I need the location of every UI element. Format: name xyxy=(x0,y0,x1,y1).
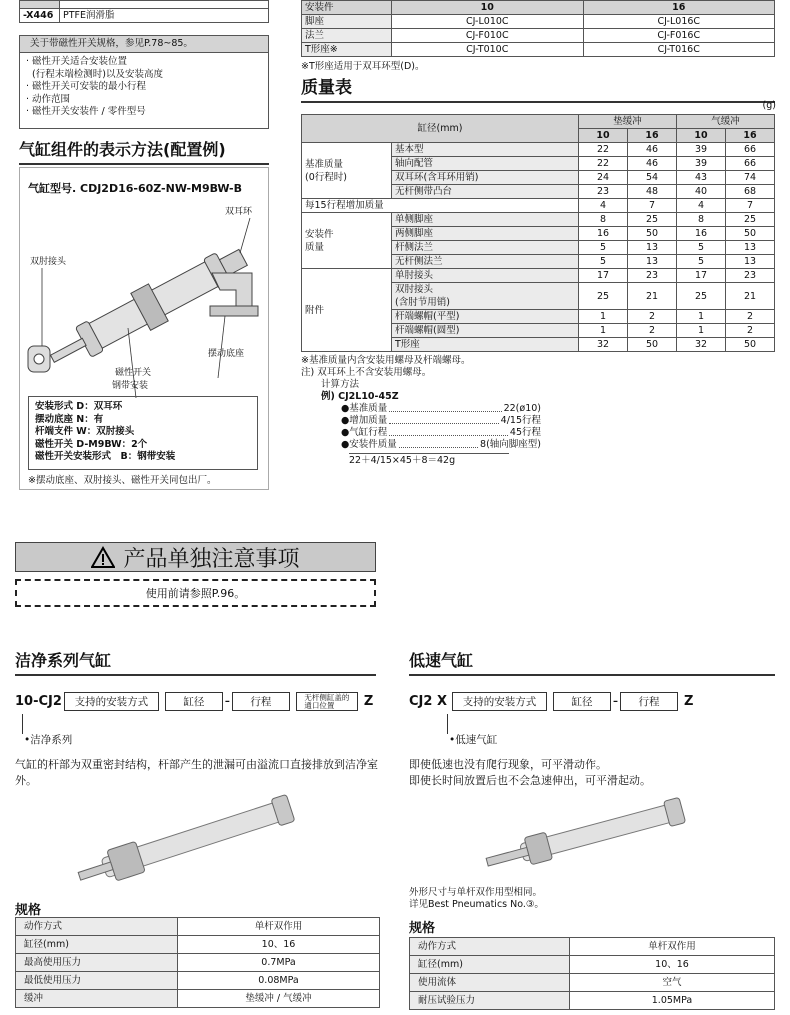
calc-label: ●增加质量 xyxy=(341,415,388,426)
group-mount: 安装件 质量 xyxy=(302,213,392,269)
low-box-stroke: 行程 xyxy=(620,692,678,711)
switch-note-box xyxy=(19,35,269,129)
clean-spec-table xyxy=(15,917,380,1008)
mass-value: 5 xyxy=(579,241,628,255)
mass-note1: ※基准质量内含安装用螺母及杆端螺母。 xyxy=(301,355,471,366)
mass-value: 32 xyxy=(677,338,726,352)
mass-value: 1 xyxy=(677,310,726,324)
mass-item-name: 双肘接头 (含肘节用销) xyxy=(392,283,579,310)
mount-row xyxy=(302,15,775,29)
mass-value: 13 xyxy=(726,241,775,255)
mass-value: 22 xyxy=(579,143,628,157)
mass-value: 7 xyxy=(726,199,775,213)
mass-item-name: 单侧脚座 xyxy=(392,213,579,227)
mass-value: 5 xyxy=(579,255,628,269)
mass-value: 2 xyxy=(726,324,775,338)
low-spec-title: 规格 xyxy=(409,921,436,936)
mass-row xyxy=(302,213,775,227)
mass-value: 1 xyxy=(579,310,628,324)
mass-value: 4 xyxy=(579,199,628,213)
calc-line xyxy=(341,439,541,451)
mass-value: 5 xyxy=(677,241,726,255)
mass-note2: 注) 双耳环上不含安装用螺母。 xyxy=(301,367,432,378)
calc-result: 22＋4/15×45＋8＝42g xyxy=(349,453,509,467)
mass-value: 16 xyxy=(579,227,628,241)
x446-row xyxy=(19,0,269,23)
mount-v10: CJ-F010C xyxy=(392,29,584,43)
clean-cylinder-photo xyxy=(60,792,310,892)
calc-line xyxy=(341,427,541,439)
label-band: 钢带安装 xyxy=(112,381,149,391)
calc-dots xyxy=(399,439,478,448)
mass-value: 2 xyxy=(628,310,677,324)
spec-value: 垫缓冲 / 气缓冲 xyxy=(178,990,380,1008)
bore-col: 10 xyxy=(677,129,726,143)
mass-table xyxy=(301,114,775,467)
mass-item-name: 杆侧法兰 xyxy=(392,241,579,255)
mass-value: 25 xyxy=(726,213,775,227)
mount-header: 安装件 xyxy=(302,1,392,15)
spec-row xyxy=(16,972,380,990)
option-code: -X446 xyxy=(20,9,60,23)
calc-lines xyxy=(341,403,775,451)
mount-table xyxy=(301,0,775,73)
mass-value: 8 xyxy=(579,213,628,227)
bore-col: 16 xyxy=(628,129,677,143)
spec-key: 最高使用压力 xyxy=(16,954,178,972)
mass-value: 50 xyxy=(726,227,775,241)
mass-value: 50 xyxy=(628,338,677,352)
mass-item-name: 无杆侧带凸台 xyxy=(392,185,579,199)
mass-unit: (g) xyxy=(762,100,776,111)
calc-dots xyxy=(389,415,498,424)
spec-key: 耐压试验压力 xyxy=(410,992,570,1010)
spec-value: 10、16 xyxy=(178,936,380,954)
spec-value: 0.7MPa xyxy=(178,954,380,972)
spec-key: 缸径(mm) xyxy=(16,936,178,954)
mass-item-name: 双耳环(含耳环用销) xyxy=(392,171,579,185)
mass-value: 17 xyxy=(579,269,628,283)
mass-value: 39 xyxy=(677,157,726,171)
spec-key: 动作方式 xyxy=(16,918,178,936)
mass-value: 43 xyxy=(677,171,726,185)
spec-value: 单杆双作用 xyxy=(178,918,380,936)
label-pivot: 摆动底座 xyxy=(208,349,245,359)
mass-value: 40 xyxy=(677,185,726,199)
assembly-title: 气缸组件的表示方法(配置例) xyxy=(19,137,269,165)
mass-value: 1 xyxy=(579,324,628,338)
mass-item-name: 杆端螺帽(平型) xyxy=(392,310,579,324)
assembly-model: 气缸型号. CDJ2D16-60Z-NW-M9BW-B xyxy=(28,182,243,195)
calc-dots xyxy=(389,427,508,436)
low-box-mount: 支持的安装方式 xyxy=(452,692,547,711)
mass-value: 32 xyxy=(579,338,628,352)
calc-label: ●基准质量 xyxy=(341,403,388,414)
switch-note-items: · 磁性开关适合安装位置 (行程末端检测时)以及安装高度 · 磁性开关可安装的最小行程 · 动作范围 · 磁性开关安装件 / 零件型号 xyxy=(26,56,163,117)
spec-key: 动作方式 xyxy=(410,938,570,956)
calc-val: 22(ø10) xyxy=(503,403,541,414)
low-cylinder-photo xyxy=(470,792,700,882)
calc-val: 45行程 xyxy=(509,427,541,438)
mass-value: 39 xyxy=(677,143,726,157)
mass-value: 25 xyxy=(677,283,726,310)
mount-col16: 16 xyxy=(583,1,775,15)
mass-value: 17 xyxy=(677,269,726,283)
clean-box-mount: 支持的安装方式 xyxy=(64,692,159,711)
mount-row xyxy=(302,29,775,43)
mass-row xyxy=(302,143,775,157)
calc-label: ●安装件质量 xyxy=(341,439,397,450)
mass-item-name: 轴向配管 xyxy=(392,157,579,171)
low-spec-table xyxy=(409,937,775,1010)
calc-line xyxy=(341,403,541,415)
clean-box-stroke: 行程 xyxy=(232,692,290,711)
calc-val: 8(轴向脚座型) xyxy=(480,439,541,450)
spec-key: 缸径(mm) xyxy=(410,956,570,974)
mass-value: 1 xyxy=(677,324,726,338)
clean-desc: 气缸的杆部为双重密封结构，杆部产生的泄漏可由溢流口直接排放到洁净室外。 xyxy=(15,758,378,787)
label-switch: 磁性开关 xyxy=(115,368,152,378)
clean-box-port: 无杆侧缸盖的 通口位置 xyxy=(296,692,358,711)
assembly-box xyxy=(19,167,269,490)
mount-v10: CJ-T010C xyxy=(392,43,584,57)
mass-value: 54 xyxy=(628,171,677,185)
spec-row xyxy=(16,990,380,1008)
mount-name: 脚座 xyxy=(302,15,392,29)
mass-row xyxy=(302,269,775,283)
clean-series-label: •洁净系列 xyxy=(24,734,73,746)
option-desc: PTFE润滑脂 xyxy=(60,9,269,23)
mass-value: 13 xyxy=(628,241,677,255)
mount-v10: CJ-L010C xyxy=(392,15,584,29)
mass-value: 22 xyxy=(579,157,628,171)
mass-value: 2 xyxy=(628,324,677,338)
per15-row xyxy=(302,199,775,213)
low-prefix: CJ2 X xyxy=(409,694,447,709)
spec-row xyxy=(410,938,775,956)
mass-title: 质量表 xyxy=(301,73,775,103)
spec-row xyxy=(410,956,775,974)
calc-val: 4/15行程 xyxy=(500,415,541,426)
spec-value: 单杆双作用 xyxy=(570,938,775,956)
bore-label: 缸径(mm) xyxy=(302,115,579,143)
mass-value: 13 xyxy=(628,255,677,269)
spec-row xyxy=(16,936,380,954)
mass-item-name: 基本型 xyxy=(392,143,579,157)
mass-value: 16 xyxy=(677,227,726,241)
calc-label: ●气缸行程 xyxy=(341,427,388,438)
label-clevis: 双耳环 xyxy=(225,207,253,217)
mass-value: 23 xyxy=(726,269,775,283)
warning-icon xyxy=(91,546,115,568)
mass-value: 23 xyxy=(579,185,628,199)
mass-value: 4 xyxy=(677,199,726,213)
mount-name: 法兰 xyxy=(302,29,392,43)
low-box-bore: 缸径 xyxy=(553,692,611,711)
caution-sub-box xyxy=(15,579,376,607)
bore-col: 16 xyxy=(726,129,775,143)
group-base: 基准质量 (0行程时) xyxy=(302,143,392,199)
spec-row xyxy=(16,918,380,936)
clean-box-bore: 缸径 xyxy=(165,692,223,711)
low-code: CJ2 X 支持的安装方式 缸径 – 行程 Z xyxy=(409,694,694,709)
spec-value: 10、16 xyxy=(570,956,775,974)
mass-value: 50 xyxy=(726,338,775,352)
spec-row xyxy=(16,954,380,972)
mass-value: 74 xyxy=(726,171,775,185)
mass-value: 50 xyxy=(628,227,677,241)
spec-row xyxy=(410,974,775,992)
mass-value: 5 xyxy=(677,255,726,269)
clean-code: 10-CJ2 支持的安装方式 缸径 – 行程 无杆侧缸盖的 通口位置 Z xyxy=(15,692,374,710)
low-series-label: •低速气缸 xyxy=(449,734,498,746)
label-knuckle: 双肘接头 xyxy=(30,257,67,267)
spec-row xyxy=(410,992,775,1010)
mass-value: 48 xyxy=(628,185,677,199)
spec-key: 使用流体 xyxy=(410,974,570,992)
low-desc: 即使低速也没有爬行现象，可平滑动作。 即使长时间放置后也不会急速伸出，可平滑起动。 xyxy=(409,758,651,787)
mass-value: 13 xyxy=(726,255,775,269)
mass-item-name: T形座 xyxy=(392,338,579,352)
low-suffix: Z xyxy=(683,694,694,709)
mass-value: 21 xyxy=(726,283,775,310)
caution-sub: 使用前请参照P.96。 xyxy=(145,587,246,600)
clean-spec-title: 规格 xyxy=(15,903,42,918)
group-accessory: 附件 xyxy=(302,269,392,352)
spec-key: 缓冲 xyxy=(16,990,178,1008)
mass-value: 66 xyxy=(726,143,775,157)
mass-value: 2 xyxy=(726,310,775,324)
assembly-footnote: ※摆动底座、双肘接头、磁性开关同包出厂。 xyxy=(28,475,217,486)
mass-value: 8 xyxy=(677,213,726,227)
mass-value: 25 xyxy=(628,213,677,227)
mass-value: 46 xyxy=(628,143,677,157)
mount-row xyxy=(302,43,775,57)
mass-value: 24 xyxy=(579,171,628,185)
mount-name: T形座※ xyxy=(302,43,392,57)
mass-item-name: 无杆侧法兰 xyxy=(392,255,579,269)
per15-label: 每15行程增加质量 xyxy=(302,199,579,213)
spec-value: 0.08MPa xyxy=(178,972,380,990)
calc-dots xyxy=(389,403,501,412)
spec-value: 空气 xyxy=(570,974,775,992)
calc-title: 计算方法 xyxy=(321,379,360,390)
mass-value: 25 xyxy=(579,283,628,310)
mass-value: 23 xyxy=(628,269,677,283)
caution-title: 产品单独注意事项 xyxy=(123,546,300,572)
calc-example: 例) CJ2L10-45Z xyxy=(321,391,399,402)
mount-v16: CJ-L016C xyxy=(583,15,775,29)
mass-value: 7 xyxy=(628,199,677,213)
low-photo-note1: 外形尺寸与单杆双作用型相同。 xyxy=(409,887,543,898)
mass-value: 66 xyxy=(726,157,775,171)
calc-line xyxy=(341,415,541,427)
mount-v16: CJ-F016C xyxy=(583,29,775,43)
low-title: 低速气缸 xyxy=(409,648,775,676)
clean-title: 洁净系列气缸 xyxy=(15,648,376,676)
mount-col10: 10 xyxy=(392,1,584,15)
low-photo-note2: 详见Best Pneumatics No.③。 xyxy=(409,899,544,910)
mount-v16: CJ-T016C xyxy=(583,43,775,57)
spec-value: 1.05MPa xyxy=(570,992,775,1010)
mass-value: 68 xyxy=(726,185,775,199)
bore-col: 10 xyxy=(579,129,628,143)
mass-value: 46 xyxy=(628,157,677,171)
assembly-desc xyxy=(28,396,258,470)
mass-item-name: 单肘接头 xyxy=(392,269,579,283)
mass-value: 21 xyxy=(628,283,677,310)
mass-item-name: 两侧脚座 xyxy=(392,227,579,241)
switch-note-title: 关于带磁性开关规格，参见P.78~85。 xyxy=(20,36,268,53)
cushion-rubber: 垫缓冲 xyxy=(579,115,677,129)
spec-key: 最低使用压力 xyxy=(16,972,178,990)
clean-suffix: Z xyxy=(363,694,374,709)
clean-prefix: 10-CJ2 xyxy=(15,694,62,709)
mass-item-name: 杆端螺帽(圆型) xyxy=(392,324,579,338)
caution-banner xyxy=(15,542,376,572)
mount-note: ※T形座适用于双耳环型(D)。 xyxy=(301,61,425,72)
cushion-air: 气缓冲 xyxy=(677,115,775,129)
assembly-desc-lines: 安装形式 D：双耳环 摆动底座 N：有 杆端支件 W：双肘接头 磁性开关 D-M9BW：2个 磁性开关安装形式 B：钢带安装 xyxy=(35,401,176,462)
